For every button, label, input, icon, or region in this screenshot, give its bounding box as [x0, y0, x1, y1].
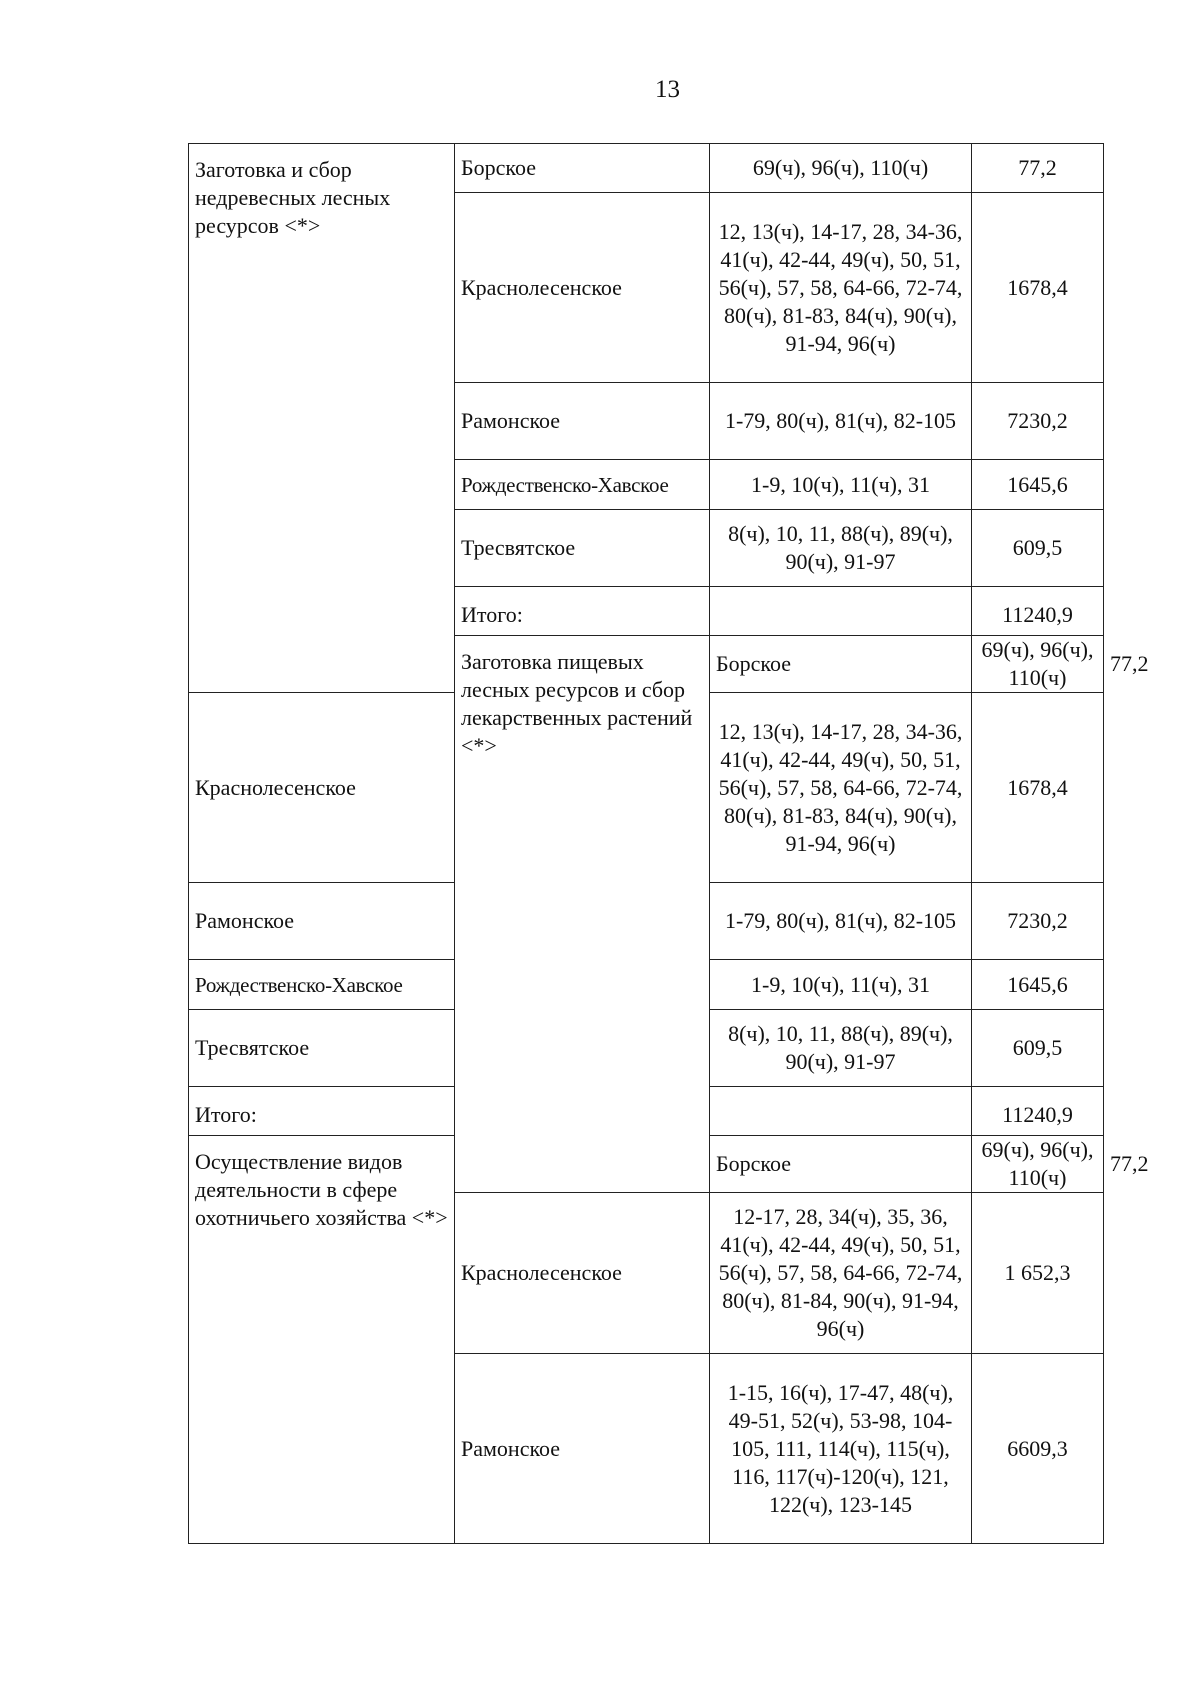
- activity-cell: Заготовка и сбор недревесных лесных ресурсов <*>: [189, 144, 455, 693]
- area-cell: 1645,6: [972, 960, 1104, 1010]
- forestry-cell: Краснолесенское: [189, 693, 455, 883]
- area-cell: 7230,2: [972, 383, 1104, 460]
- quarters-cell: 12-17, 28, 34(ч), 35, 36, 41(ч), 42-44, 49(ч), 50, 51, 56(ч), 57, 58, 64-66, 72-74, 80(ч), 81-84, 90(ч), 91-94, 96(ч): [710, 1193, 972, 1354]
- area-cell: 609,5: [972, 510, 1104, 587]
- area-cell: 1678,4: [972, 193, 1104, 383]
- forestry-cell: Рождественско-Хавское: [189, 960, 455, 1010]
- quarters-cell: 12, 13(ч), 14-17, 28, 34-36, 41(ч), 42-44, 49(ч), 50, 51, 56(ч), 57, 58, 64-66, 72-74, 80(ч), 81-83, 84(ч), 90(ч), 91-94, 96(ч): [710, 693, 972, 883]
- table-row: [189, 144, 1104, 193]
- quarters-cell: 1-9, 10(ч), 11(ч), 31: [710, 960, 972, 1010]
- forestry-cell: Тресвятское: [189, 1010, 455, 1087]
- area-cell: 7230,2: [972, 883, 1104, 960]
- forestry-cell: Борское: [710, 1136, 972, 1193]
- quarters-cell-empty: [710, 1087, 972, 1136]
- forestry-cell: Борское: [710, 636, 972, 693]
- quarters-cell: 8(ч), 10, 11, 88(ч), 89(ч), 90(ч), 91-97: [710, 1010, 972, 1087]
- forestry-cell: Краснолесенское: [455, 193, 710, 383]
- area-cell: 77,2: [972, 144, 1104, 193]
- area-cell: 1 652,3: [972, 1193, 1104, 1354]
- forestry-cell: Борское: [455, 144, 710, 193]
- total-label: Итого:: [189, 1087, 455, 1136]
- quarters-cell: 12, 13(ч), 14-17, 28, 34-36, 41(ч), 42-44, 49(ч), 50, 51, 56(ч), 57, 58, 64-66, 72-74, 80(ч), 81-83, 84(ч), 90(ч), 91-94, 96(ч): [710, 193, 972, 383]
- quarters-cell: 69(ч), 96(ч), 110(ч): [972, 1136, 1104, 1193]
- forestry-cell: Рамонское: [189, 883, 455, 960]
- forest-use-table: [188, 143, 1149, 1544]
- forestry-cell: Рамонское: [455, 383, 710, 460]
- total-area: 11240,9: [972, 587, 1104, 636]
- table-row: Осуществление видов деятельности в сфере охотничьего хозяйства <*> Борское 69(ч), 96(ч), 110(ч) 77,2: [189, 1136, 1104, 1193]
- quarters-cell: 1-79, 80(ч), 81(ч), 82-105: [710, 383, 972, 460]
- forestry-cell: Рождественско-Хавское: [455, 460, 710, 510]
- area-cell: 1678,4: [972, 693, 1104, 883]
- forestry-cell: Тресвятское: [455, 510, 710, 587]
- area-cell: 6609,3: [972, 1354, 1104, 1544]
- table-row: Заготовка пищевых лесных ресурсов и сбор лекарственных растений <*> Борское 69(ч), 96(ч), 110(ч) 77,2: [189, 636, 1104, 693]
- page-number: 13: [655, 76, 680, 103]
- activity-cell: Осуществление видов деятельности в сфере охотничьего хозяйства <*>: [189, 1136, 455, 1544]
- quarters-cell: 1-9, 10(ч), 11(ч), 31: [710, 460, 972, 510]
- quarters-cell: 8(ч), 10, 11, 88(ч), 89(ч), 90(ч), 91-97: [710, 510, 972, 587]
- quarters-cell: 69(ч), 96(ч), 110(ч): [710, 144, 972, 193]
- forestry-cell: Рамонское: [455, 1354, 710, 1544]
- total-label: Итого:: [455, 587, 710, 636]
- total-area: 11240,9: [972, 1087, 1104, 1136]
- forestry-cell: Краснолесенское: [455, 1193, 710, 1354]
- quarters-cell: 69(ч), 96(ч), 110(ч): [972, 636, 1104, 693]
- area-cell: 1645,6: [972, 460, 1104, 510]
- quarters-cell-empty: [710, 587, 972, 636]
- quarters-cell: 1-79, 80(ч), 81(ч), 82-105: [710, 883, 972, 960]
- area-cell: 609,5: [972, 1010, 1104, 1087]
- quarters-cell: 1-15, 16(ч), 17-47, 48(ч), 49-51, 52(ч), 53-98, 104-105, 111, 114(ч), 115(ч), 116, 117(ч)-120(ч), 121, 122(ч), 123-145: [710, 1354, 972, 1544]
- activity-cell: Заготовка пищевых лесных ресурсов и сбор лекарственных растений <*>: [455, 636, 710, 1193]
